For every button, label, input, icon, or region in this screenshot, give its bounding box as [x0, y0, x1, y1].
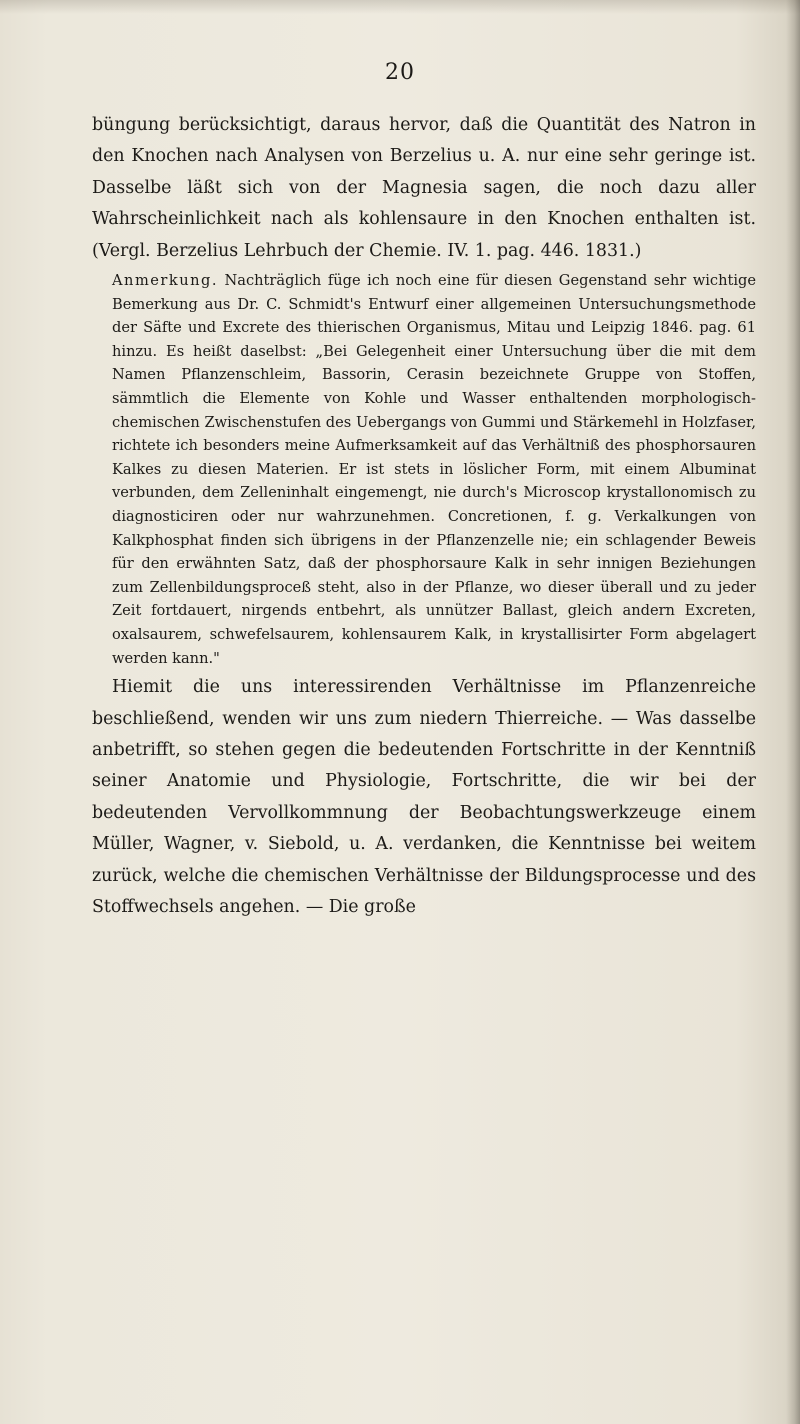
paragraph-continuation: büngung berücksichtigt, daraus hervor, daß die Quantität des Natron in den Knochen nach Analysen von Berzelius u. A. nur eine sehr geringe ist. Dasselbe läßt sich von der Magnesia sagen, die noch dazu aller Wahrscheinlichkeit nach als kohlensaure in den Knochen enthalten ist. (Vergl. Berzelius Lehrbuch der Chemie. IV. 1. pag. 446. 1831.)	[92, 115, 756, 261]
footnote-text: Nachträglich füge ich noch eine für diesen Gegenstand sehr wichtige Bemerkung aus Dr. C. Schmidt's Entwurf einer allgemeinen Untersuchungsmethode der Säfte und Excrete des thierischen Organismus, Mitau und Leipzig 1846. pag. 61 hinzu. Es heißt daselbst: „Bei Gelegenheit einer Untersuchung über die mit dem Namen Pflanzenschleim, Bassorin, Cerasin bezeichnete Gruppe von Stoffen, sämmtlich die Elemente von Kohle und Wasser enthaltenden morphologisch-chemischen Zwischenstufen des Uebergangs von Gummi und Stärkemehl in Holzfaser, richtete ich besonders meine Aufmerksamkeit auf das Verhältniß des phosphorsauren Kalkes zu diesen Materien. Er ist stets in löslicher Form, mit einem Albuminat verbunden, dem Zelleninhalt eingemengt, nie durch's Microscop krystallonomisch zu diagnosticiren oder nur wahrzunehmen. Concretionen, f. g. Verkalkungen von Kalkphosphat finden sich übrigens in der Pflanzenzelle nie; ein schlagender Beweis für den erwähnten Satz, daß der phosphorsaure Kalk in sehr innigen Beziehungen zum Zellenbildungsproceß steht, also in der Pflanze, wo dieser überall und zu jeder Zeit fortdauert, nirgends entbehrt, als unnützer Ballast, gleich andern Excreten, oxalsaurem, schwefelsaurem, kohlensaurem Kalk, in krystallisirter Form abgelagert werden kann."	[112, 272, 756, 667]
paragraph-animal-kingdom: Hiemit die uns interessirenden Verhältnisse im Pflanzenreiche beschließend, wenden wir uns zum niedern Thierreiche. — Was dasselbe anbetrifft, so stehen gegen die bedeutenden Fortschritte in der Kenntniß seiner Anatomie und Physiologie, Fortschritte, die wir bei der bedeutenden Vervollkommnung der Beobachtungswerkzeuge einem Müller, Wagner, v. Siebold, u. A. verdanken, die Kenntnisse bei weitem zurück, welche die chemischen Verhältnisse der Bildungsprocesse und des Stoffwechsels angehen. — Die große	[92, 677, 756, 917]
footnote-remark	[92, 269, 756, 670]
page-top-shadow	[0, 0, 800, 14]
page-binding-edge	[786, 0, 800, 1424]
page-number: 20	[385, 60, 415, 85]
page-content	[92, 110, 756, 923]
footnote-lead: Anmerkung.	[112, 272, 219, 290]
